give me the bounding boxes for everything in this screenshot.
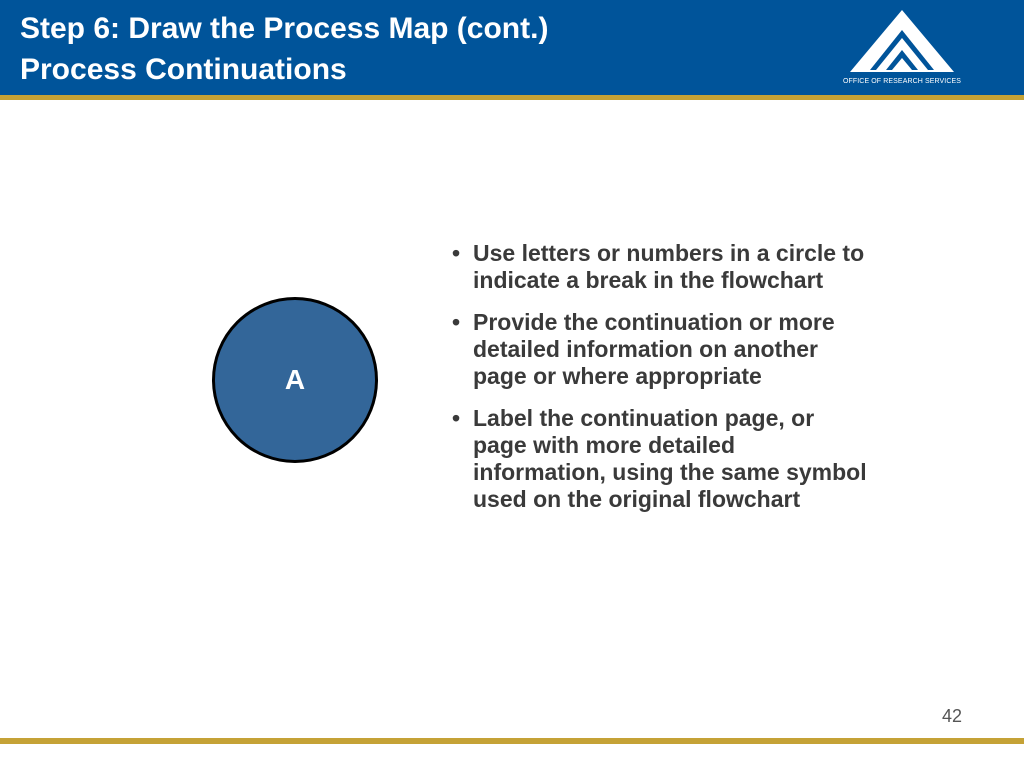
page-number: 42 [941,706,962,726]
bullet-line: indicate a break in the flowchart [473,267,824,293]
bullet-item [452,309,972,390]
slide-title [20,8,548,90]
bullet-dot: • [452,309,461,335]
bullet-line: page or where appropriate [473,363,762,389]
bullet-list [452,240,972,528]
bullet-item [452,405,972,513]
bullet-line: detailed information on another [473,336,819,362]
bullet-line: used on the original flowchart [473,486,801,512]
logo-text: OFFICE OF RESEARCH SERVICES [842,78,962,85]
footer-gold-rule [0,738,1024,744]
title-line-2: Process Continuations [20,53,347,86]
connector-label: A [284,364,306,395]
bullet-line: Provide the continuation or more [473,309,835,335]
bullet-line: page with more detailed [473,432,735,458]
title-line-1: Step 6: Draw the Process Map (cont.) [20,12,549,45]
bullet-dot: • [452,240,461,266]
bullet-item [452,240,972,294]
connector-circle [212,297,378,463]
header-gold-rule [0,95,1024,100]
triangle-chevron-logo-icon [848,8,956,74]
bullet-dot: • [452,405,461,431]
header-bar [0,0,1024,95]
bullet-line: information, using the same symbol [473,459,867,485]
ors-logo [842,8,962,92]
bullet-line: Use letters or numbers in a circle to [473,240,865,266]
bullet-line: Label the continuation page, or [473,405,815,431]
